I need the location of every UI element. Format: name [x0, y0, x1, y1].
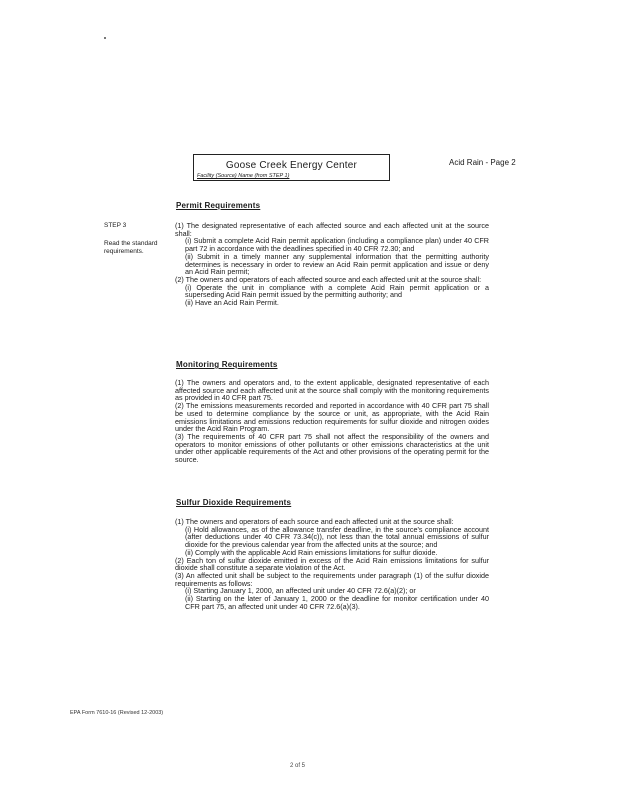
facility-name-box	[193, 154, 390, 181]
paragraph: (2) Each ton of sulfur dioxide emitted in excess of the Acid Rain emissions limitations for sulfur dioxide shall constitute a separate violation of the Act.	[175, 555, 489, 573]
paragraph: (ii) Comply with the applicable Acid Rain emissions limitations for sulfur dioxide.	[185, 547, 438, 557]
paragraph: (i) Starting January 1, 2000, an affected unit under 40 CFR 72.6(a)(2); or	[185, 586, 416, 596]
paragraph: (3) An affected unit shall be subject to the requirements under paragraph (1) of the sulfur dioxide requirements as follows:	[175, 570, 489, 588]
paragraph: (1) The owners and operators and, to the extent applicable, designated representative of each affected source and each affected unit at the source shall comply with the monitoring requirements as provided in 40 CFR part 75.	[175, 378, 489, 403]
paragraph: (i) Submit a complete Acid Rain permit application (including a compliance plan) under 40 CFR part 72 in accordance with the deadlines specified in 40 CFR 72.30; and	[185, 236, 489, 254]
step-label: STEP 3	[104, 222, 127, 229]
paragraph: (i) Hold allowances, as of the allowance transfer deadline, in the source's compliance account (after deductions under 40 CFR 73.34(c)), not less than the total annual emissions of sulfur dioxide for the previous calendar year from the affected units at the source; and	[185, 524, 489, 550]
paragraph: (1) The designated representative of each affected source and each affected unit at the source shall:	[175, 221, 489, 238]
step-instruction-line-2: requirements.	[104, 248, 144, 255]
form-identifier: EPA Form 7610-16 (Revised 12-2003)	[70, 710, 164, 716]
scan-speck	[104, 37, 106, 39]
paragraph: (1) The owners and operators of each source and each affected unit at the source shall:	[175, 517, 454, 526]
paragraph: (ii) Have an Acid Rain Permit.	[185, 298, 279, 308]
section-body-sulfur-dioxide	[175, 518, 489, 610]
section-body-permit	[175, 222, 489, 307]
paragraph: (ii) Submit in a timely manner any supplemental information that the permitting authority determines is necessary in order to review an Acid Rain permit application and issue or deny an Acid Rain permit;	[185, 251, 489, 277]
paragraph: (2) The owners and operators of each affected source and each affected unit at the source shall:	[175, 274, 482, 284]
page-header-label: Acid Rain - Page 2	[449, 158, 516, 167]
section-body-monitoring	[175, 379, 489, 464]
paragraph: (3) The requirements of 40 CFR part 75 shall not affect the responsibility of the owners and operators to monitor emissions of other pollutants or other emissions characteristics at the unit under other applicable requirements of the Act and other provisions of the operating permit for the source.	[175, 431, 489, 465]
paragraph: (i) Operate the unit in compliance with a complete Acid Rain permit application or a superseding Acid Rain permit issued by the permitting authority; and	[185, 282, 489, 300]
facility-name-caption: Facility (Source) Name (from STEP 1)	[197, 173, 290, 179]
paragraph: (2) The emissions measurements recorded and reported in accordance with 40 CFR part 75 shall be used to determine compliance by the source or unit, as appropriate, with the Acid Rain emissions limitations and emissions reduction requirements for sulfur dioxide and nitrogen oxides under the Acid Rain Program.	[175, 401, 489, 434]
step-instruction-line-1: Read the standard	[104, 240, 158, 247]
section-title-monitoring: Monitoring Requirements	[176, 360, 278, 369]
page-number: 2 of 5	[290, 763, 306, 769]
paragraph: (ii) Starting on the later of January 1, 2000 or the deadline for monitor certification under 40 CFR part 75, an affected unit under 40 CFR 72.6(a)(3).	[185, 594, 489, 611]
section-title-permit: Permit Requirements	[176, 201, 261, 210]
facility-name: Goose Creek Energy Center	[225, 160, 358, 171]
section-title-sulfur-dioxide: Sulfur Dioxide Requirements	[176, 498, 292, 507]
